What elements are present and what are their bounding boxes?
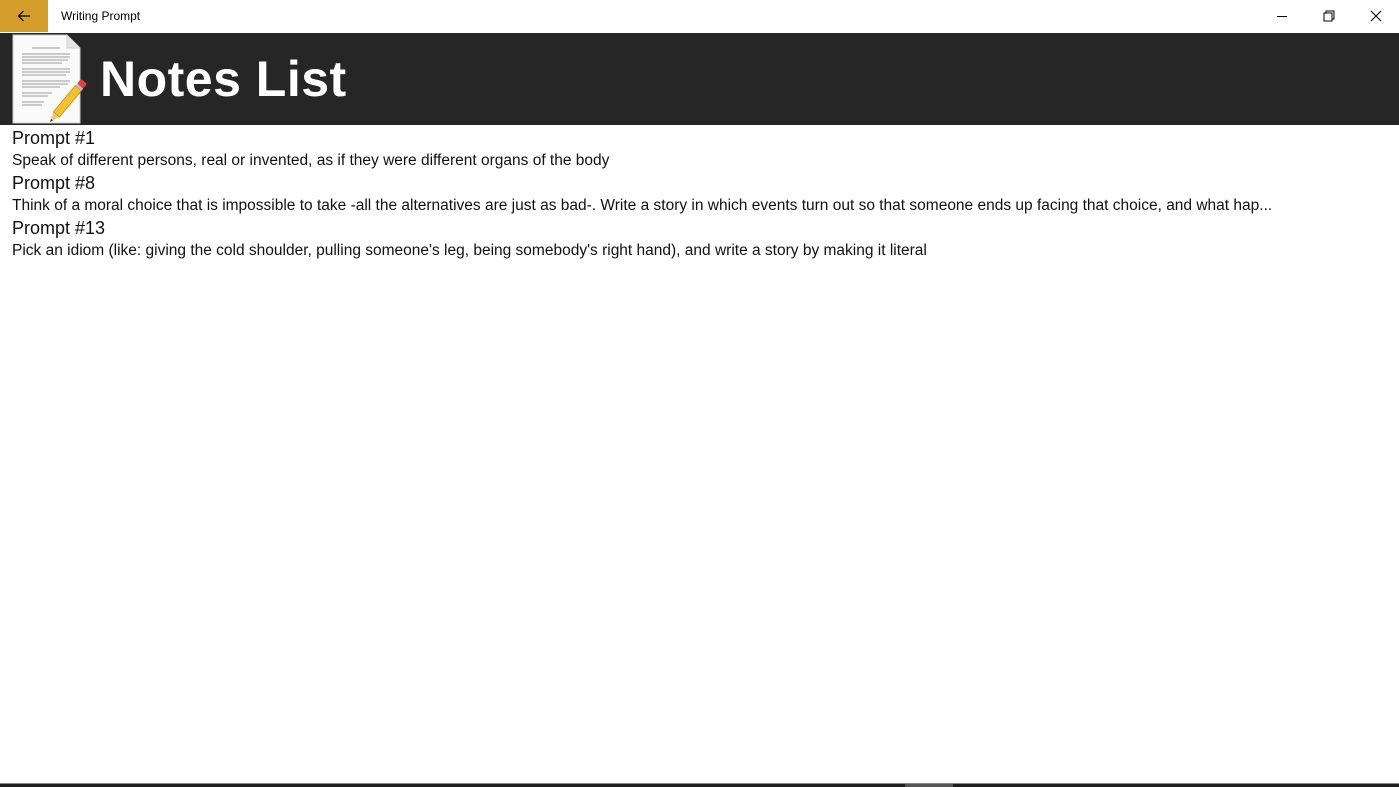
window-title: Writing Prompt (61, 9, 141, 23)
note-text: Speak of different persons, real or invented, as if they were different organs of the body (12, 152, 610, 169)
note-text: Pick an idiom (like: giving the cold shoulder, pulling someone's leg, being somebody's right hand), and write a story by making it literal (12, 242, 927, 259)
title-bar (0, 0, 1399, 32)
taskbar-edge (0, 783, 1399, 787)
close-icon (1370, 10, 1382, 22)
note-title: Prompt #8 (12, 173, 96, 193)
restore-icon (1323, 10, 1335, 22)
page-header (0, 33, 1399, 125)
list-item[interactable] (12, 172, 1390, 217)
page-title: Notes List (100, 51, 347, 107)
document-pencil-icon (12, 34, 94, 124)
list-item[interactable] (12, 217, 1390, 262)
window-controls (1258, 0, 1399, 32)
arrow-left-icon (16, 8, 32, 24)
close-button[interactable] (1352, 0, 1399, 32)
note-title: Prompt #13 (12, 218, 106, 238)
minimize-icon (1276, 10, 1288, 22)
restore-button[interactable] (1305, 0, 1352, 32)
note-text: Think of a moral choice that is impossible to take -all the alternatives are just as bad-. Write a story in which events turn out so that someone ends up facing that choice, and what hap... (12, 197, 1273, 214)
minimize-button[interactable] (1258, 0, 1305, 32)
note-title: Prompt #1 (12, 128, 96, 148)
back-button[interactable] (0, 0, 48, 32)
list-item[interactable] (12, 127, 1390, 172)
notes-list (12, 127, 1390, 262)
